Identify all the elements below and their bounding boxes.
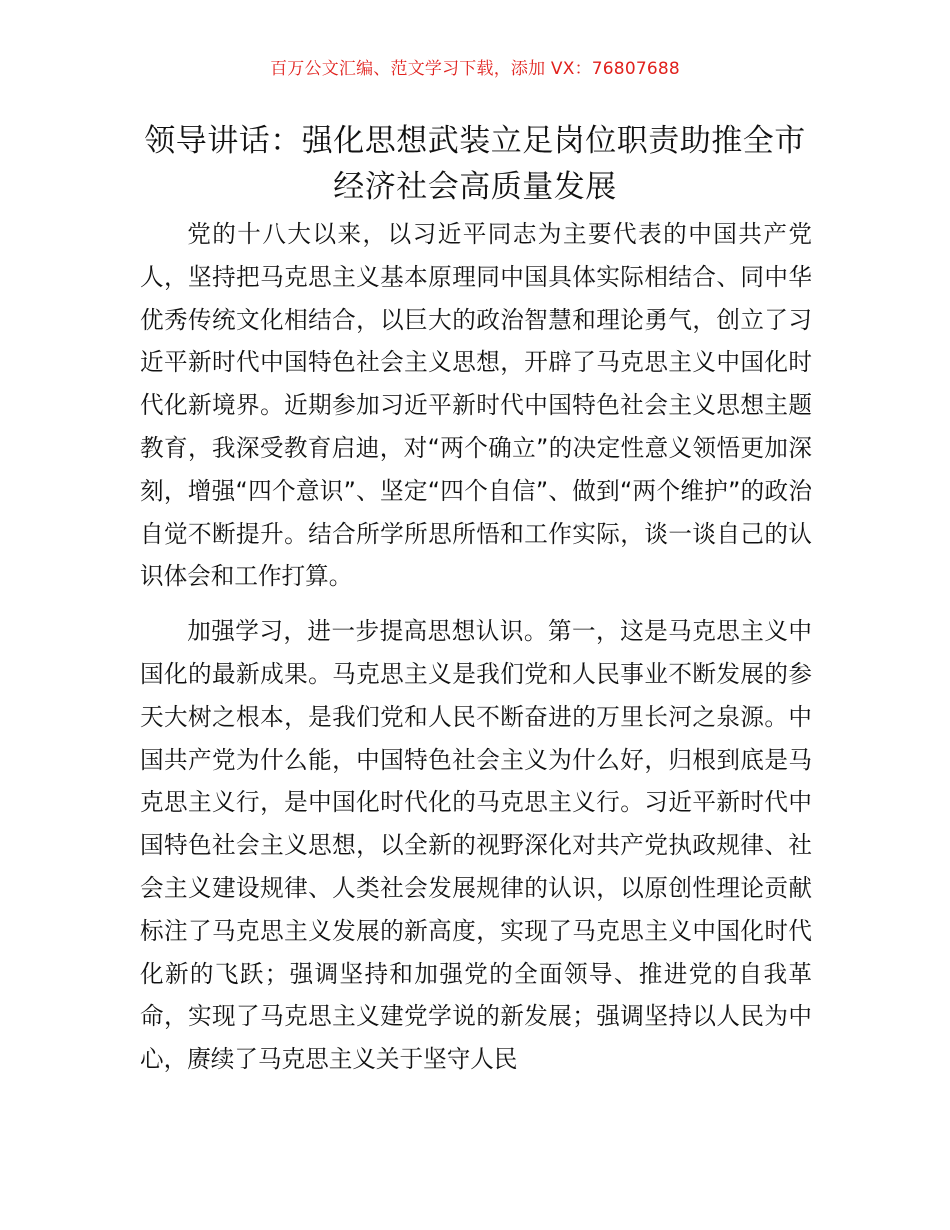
document-title: 领导讲话：强化思想武装立足岗位职责助推全市经济社会高质量发展: [144, 123, 806, 205]
header-promo-note: 百万公文汇编、范文学习下载，添加 VX：76807688: [270, 59, 680, 79]
paragraph: 党的十八大以来，以习近平同志为主要代表的中国共产党人，坚持把马克思主义基本原理同中国具体实际相结合、同中华优秀传统文化相结合，以巨大的政治智慧和理论勇气，创立了习近平新时代中国特色社会主义思想，开辟了马克思主义中国化时代化新境界。近期参加习近平新时代中国特色社会主义思想主题教育，我深受教育启迪，对“两个确立”的决定性意义领悟更加深刻，增强“四个意识”、坚定“四个自信”、做到“两个维护”的政治自觉不断提升。结合所学所思所悟和工作实际，谈一谈自己的认识体会和工作打算。: [140, 220, 812, 591]
paragraph: 加强学习，进一步提高思想认识。第一，这是马克思主义中国化的最新成果。马克思主义是我们党和人民事业不断发展的参天大树之根本，是我们党和人民不断奋进的万里长河之泉源。中国共产党为什么能，中国特色社会主义为什么好，归根到底是马克思主义行，是中国化时代化的马克思主义行。习近平新时代中国特色社会主义思想，以全新的视野深化对共产党执政规律、社会主义建设规律、人类社会发展规律的认识，以原创性理论贡献标注了马克思主义发展的新高度，实现了马克思主义中国化时代化新的飞跃；强调坚持和加强党的全面领导、推进党的自我革命，实现了马克思主义建党学说的新发展；强调坚持以人民为中心，赓续了马克思主义关于坚守人民: [140, 617, 812, 1074]
document-body: [140, 213, 812, 1081]
